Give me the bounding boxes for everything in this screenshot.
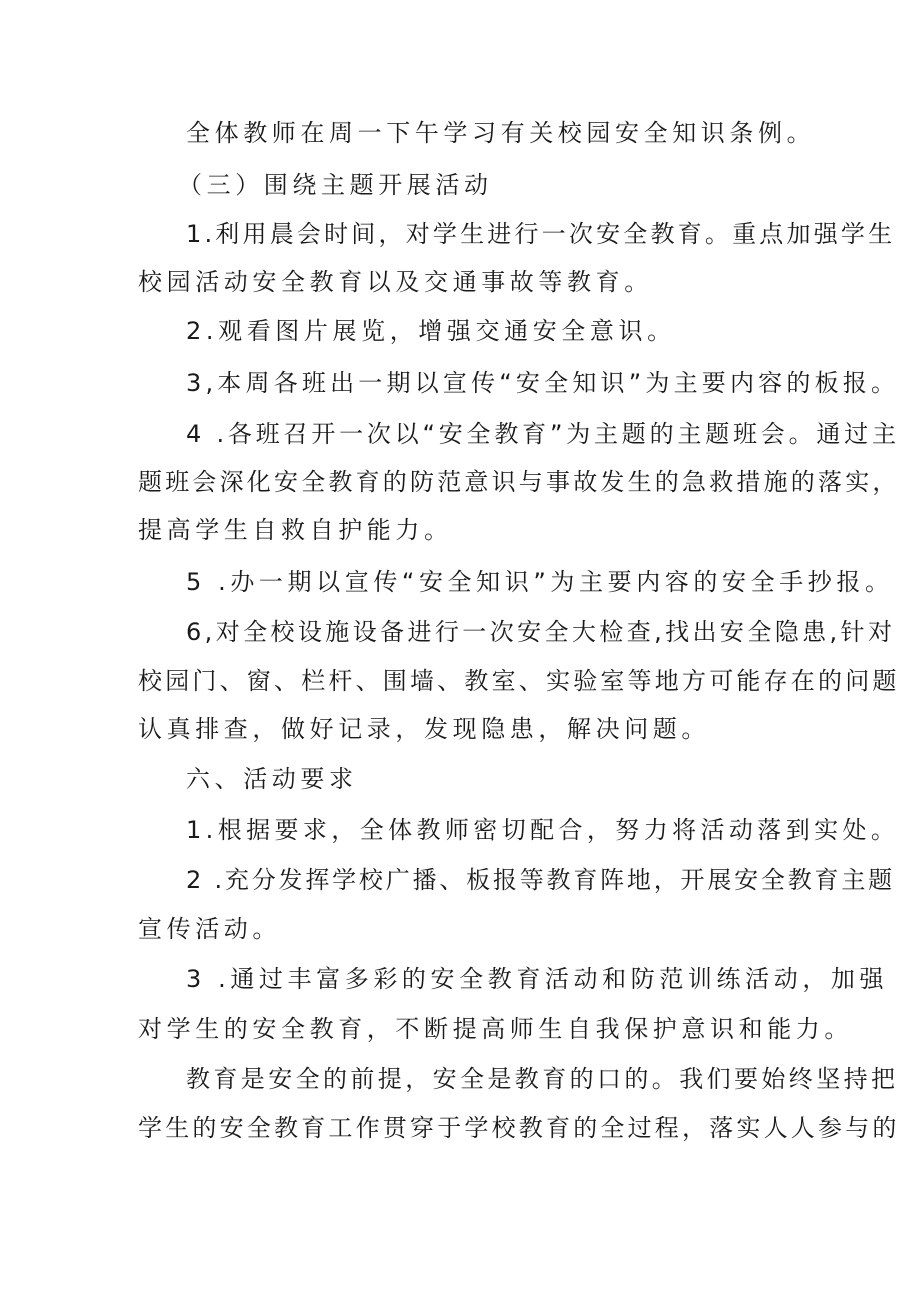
- section-heading: （三）围绕主题开展活动: [178, 171, 493, 199]
- paragraph-line: 1.根据要求，全体教师密切配合，努力将活动落到实处。: [186, 816, 900, 844]
- paragraph-line: 认真排查，做好记录，发现隐患，解决问题。: [138, 715, 710, 743]
- paragraph-line: 题班会深化安全教育的防范意识与事故发生的急救措施的落实，: [138, 468, 900, 496]
- paragraph-line: 校园门、窗、栏杆、围墙、教室、实验室等地方可能存在的问题: [138, 667, 900, 695]
- section-heading: 六、活动要求: [186, 765, 358, 793]
- paragraph-line: 2.观看图片展览，增强交通安全意识。: [186, 317, 676, 345]
- paragraph-line: 6,对全校设施设备进行一次安全大检查,找出安全隐患,针对: [186, 618, 896, 646]
- paragraph-line: 5 .办一期以宣传“安全知识”为主要内容的安全手抄报。: [186, 568, 894, 596]
- paragraph-line: 1.利用晨会时间，对学生进行一次安全教育。重点加强学生: [186, 220, 896, 248]
- paragraph-line: 4 .各班召开一次以“安全教育”为主题的主题班会。通过主: [186, 420, 900, 448]
- paragraph-line: 教育是安全的前提，安全是教育的口的。我们要始终坚持把: [186, 1065, 899, 1093]
- paragraph-line: 学生的安全教育工作贯穿于学校教育的全过程，落实人人参与的: [138, 1114, 900, 1142]
- paragraph-line: 3 .通过丰富多彩的安全教育活动和防范训练活动，加强: [186, 965, 889, 993]
- paragraph-line: 3,本周各班出一期以宣传“安全知识”为主要内容的板报。: [186, 369, 900, 397]
- paragraph-line: 2 .充分发挥学校广播、板报等教育阵地，开展安全教育主题: [186, 866, 895, 894]
- paragraph-line: 宣传活动。: [138, 915, 281, 943]
- paragraph-line: 提高学生自救自护能力。: [138, 516, 453, 544]
- paragraph-line: 全体教师在周一下午学习有关校园安全知识条例。: [186, 119, 816, 147]
- paragraph-line: 对学生的安全教育，不断提高师生自我保护意识和能力。: [138, 1015, 853, 1043]
- paragraph-line: 校园活动安全教育以及交通事故等教育。: [138, 268, 653, 296]
